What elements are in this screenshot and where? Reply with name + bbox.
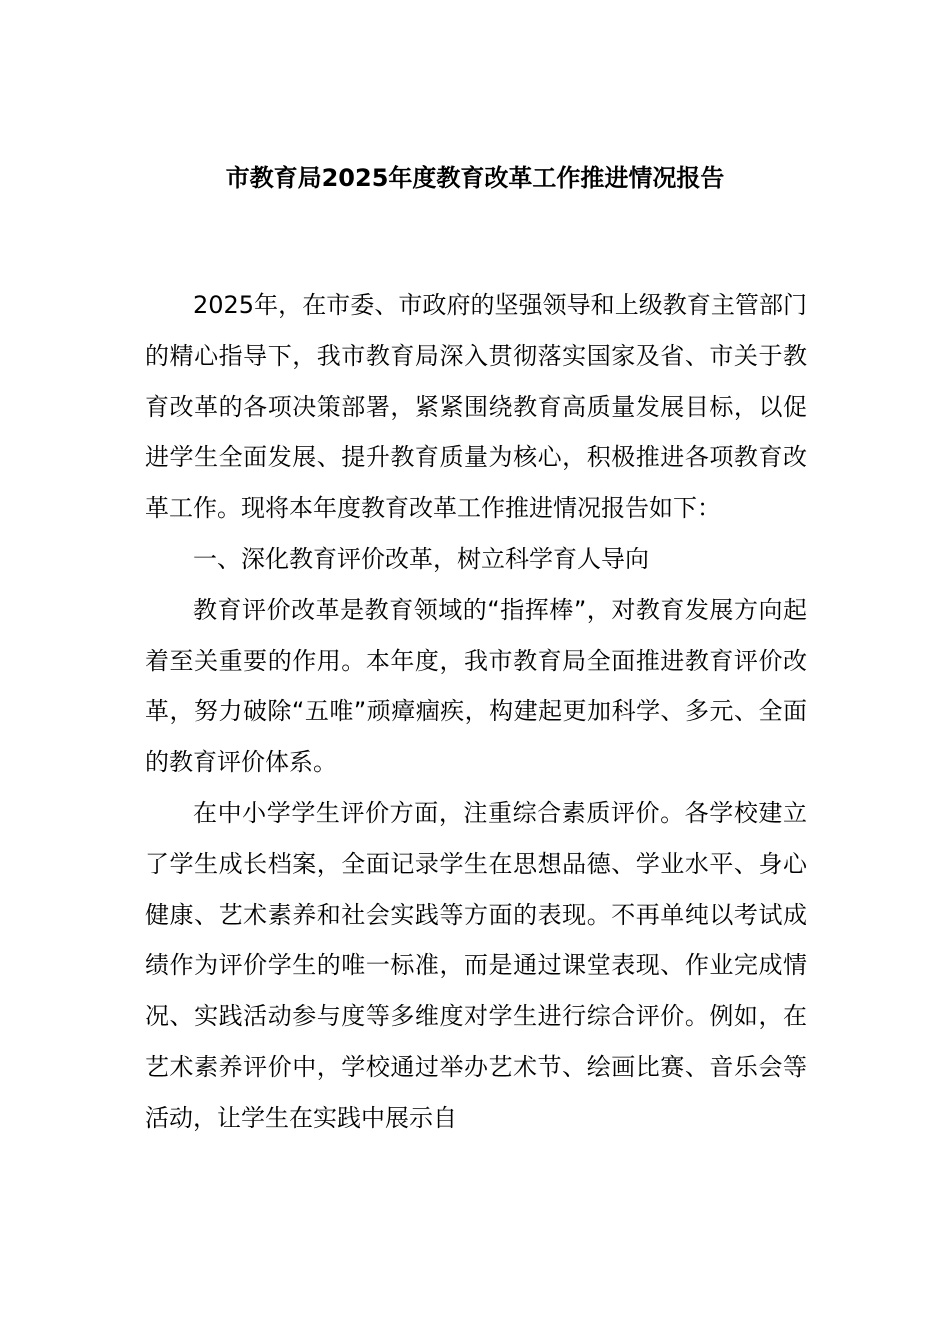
document-title: 市教育局2025年度教育改革工作推进情况报告 (225, 164, 725, 192)
intro-paragraph: 2025年，在市委、市政府的坚强领导和上级教育主管部门的精心指导下，我市教育局深入贯彻落实国家及省、市关于教育改革的各项决策部署，紧紧围绕教育高质量发展目标，以促进学生全面发展、提升教育质量为核心，积极推进各项教育改革工作。现将本年度教育改革工作推进情况报告如下： (145, 291, 807, 523)
body-paragraph: 在中小学学生评价方面，注重综合素质评价。各学校建立了学生成长档案，全面记录学生在思想品德、学业水平、身心健康、艺术素养和社会实践等方面的表现。不再单纯以考试成绩作为评价学生的唯一标准，而是通过课堂表现、作业完成情况、实践活动参与度等多维度对学生进行综合评价。例如，在艺术素养评价中，学校通过举办艺术节、绘画比赛、音乐会等活动，让学生在实践中展示自 (145, 798, 807, 1132)
body-paragraph: 教育评价改革是教育领域的“指挥棒”，对教育发展方向起着至关重要的作用。本年度，我市教育局全面推进教育评价改革，努力破除“五唯”顽瘴痼疾，构建起更加科学、多元、全面的教育评价体系。 (145, 595, 807, 777)
section-heading: 一、深化教育评价改革，树立科学育人导向 (193, 544, 649, 573)
document-body (145, 280, 807, 1144)
